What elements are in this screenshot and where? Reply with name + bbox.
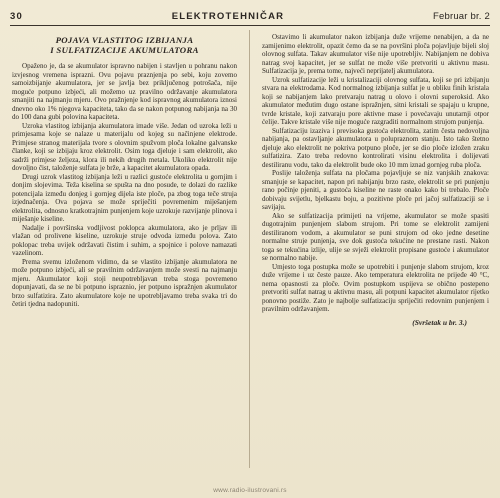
continued-note: (Svršetak u br. 3.) [412, 317, 467, 327]
body-paragraph: Nadalje i površinska vodljivost poklopca akumulatora, ako je prljav ili vlažan od prolivene kiseline, uzrokuje struje odvoda između polova. Zato poklopac treba uvijek održavati čistim i suhim, a spojnice i polove namazati vazelinom. [12, 223, 237, 258]
issue-label: Februar br. 2 [432, 10, 490, 22]
article-title [18, 35, 231, 55]
footer-watermark: www.radio-ilustrovani.rs [213, 487, 287, 494]
body-paragraph: Opaženo je, da se akumulator ispravno nabijen i stavljen u pohranu nakon izvjesnog vremena isprazni. Ovu pojavu praznjenja po sebi, koju zovemo samoizbijanje akumulatora, jer se javlja bez priključenog potrošača, nije moguće potpuno izbjeći, ali možemo uz pravilno održavanje akumulatora smanjiti na najmanju mjeru. Ovo pražnjenje kod ispravnog akumulatora iznosi dnevno oko 1% njegova kapaciteta, tako da se nakon potpunog nabijanja na 30 do 100 dana gubi polovina kapaciteta. [12, 62, 237, 122]
body-paragraph: Umjesto toga postupka može se upotrebiti i punjenje slabom strujom, kroz duže vrijeme i uz česte pauze. Ako temperatura elektrolita ne prijeđe 40 °C, nema opasnosti za ploče. Ovim postupkom uspijeva se obično postepeno pretvoriti sulfat natrag u aktivnu masu, ali potpuni kapacitet akumulator rijetko ponovno postiže. Zato je najbolje sulfatizaciju spriječiti redovnim punjenjem i pravilnim održavanjem. [262, 262, 489, 313]
right-column [262, 33, 489, 478]
body-paragraph: Drugi uzrok vlastitog izbijanja leži u razlici gustoće elektrolita u gornjim i donjim slojevima. Teža kiselina se spušta na dno posude, te dolazi do razlike potencijala između donjeg i gornjeg dijela iste ploče, pa zbog toga teče struja izjednačenja. Ova pojava se može spriječiti povremenim miješanjem elektrolita, odnosno kratkotrajnim punjenjem koje uzrokuje razvijanje plinova i miješanje kiseline. [12, 172, 237, 224]
left-column [12, 33, 237, 478]
article-title-line-2: I SULFATIZACIJE AKUMULATORA [50, 45, 199, 56]
page-number: 30 [10, 10, 23, 22]
article-title-line-1: POJAVA VLASTITOG IZBIJANJA [55, 35, 194, 45]
page-header [10, 8, 490, 24]
body-paragraph: Poslije taloženja sulfata na pločama pojavljuje se niz vanjskih znakova: smanjuje se kapacitet, napon pri nabijanju brzo raste, elektrolit se pri punjenju rano počinje pjeniti, a gustoća kiseline ne raste onako kako bi trebalo. Ploče dobivaju svijetlu, bjelkastu boju, a pozitivne ploče pri jačoj sulfatizaciji se i savijaju. [262, 169, 489, 211]
header-rule [10, 25, 490, 26]
body-paragraph: Ako se sulfatizacija primijeti na vrijeme, akumulator se može spasiti dugotrajnim punjenjem slabom strujom. Pri tome se elektrolit zamijeni destiliranom vodom, a akumulator se puni strujom od oko jedne desetine normalne struje punjenja, sve dok gustoća tekućine ne prestane rasti. Nakon toga se tekućina izlije, ulije se svježi elektrolit propisane gustoće i akumulator se normalno nabije. [262, 211, 489, 262]
column-divider [249, 30, 250, 468]
body-paragraph: Ostavimo li akumulator nakon izbijanja duže vrijeme nenabijen, a da ne zamijenimo elektrolit, opazit ćemo da se na površini ploča pojavljuje bijeli sloj olovnog sulfata. Takav akumulator više nije upotrebljiv. Nabijanjem ne dobiva natrag svoj kapacitet, jer se sulfat ne može više pretvoriti u aktivnu masu. Sulfatizacija je, prema tome, najveći neprijatelj akumulatora. [262, 33, 489, 75]
journal-title: ELEKTROTEHNIČAR [171, 10, 285, 22]
body-paragraph: Uzroka vlastitog izbijanja akumulatora imade više. Jedan od uzroka leži u primjesama koje se nalaze u materijalu od kojeg su načinjene elektrode. Primjese stranog materijala tvore s olovnim spužvom ploča lokalne galvanske članke, koji se izbijaju kroz elektrolit. Osim toga djeluje i sam elektrolit, ako sadrži primjese željeza, klora ili nekih drugih metala. Ukoliko elektrolit nije dovoljno čist, taloženje sulfata je brže, a kapacitet akumulatora opada. [12, 121, 237, 173]
body-paragraph: Prema svemu izloženom vidimo, da se vlastito izbijanje akumulatora ne može potpuno izbjeći, ali se pravilnim održavanjem može svesti na najmanju mjeru. Akumulator koji stoji neupotrebljavan treba stoga povremeno dopunjavati, da se ne bi potpuno ispraznio, jer potpuno ispražnjen akumulator brzo sulfatizira. Zato akumulatore koje ne upotrebljavamo treba svaka tri do četiri tjedna nadopuniti. [12, 257, 237, 309]
body-paragraph: Uzrok sulfatizacije leži u kristalizaciji olovnog sulfata, koji se pri izbijanju stvara na elektrodama. Kod normalnog izbijanja sulfat je u obliku finih kristala koji se nabijanjem lako pretvaraju natrag u olovo i olovni superoksid. Ako akumulator međutim dugo ostane ispražnjen, sitni kristali se spajaju u krupne, tvrde kristale, koji zatvaraju pore aktivne mase i povećavaju unutarnji otpor ćelije. Takve kristale više nije moguće razgraditi normalnom strujom punjenja. [262, 75, 489, 126]
body-paragraph: Sulfatizaciju izaziva i previsoka gustoća elektrolita, zatim česta nedovoljna nabijanja, pa ostavljanje akumulatora u polupraznom stanju. Isto tako štetno djeluje ako elektrolit ne pokriva potpuno ploče, jer se dio ploče izložen zraku sulfatizira. Zato treba redovno kontrolirati visinu elektrolita i dolijevati destiliranu vodu, tako da elektrolit bude oko 10 mm iznad gornjeg ruba ploča. [262, 126, 489, 169]
